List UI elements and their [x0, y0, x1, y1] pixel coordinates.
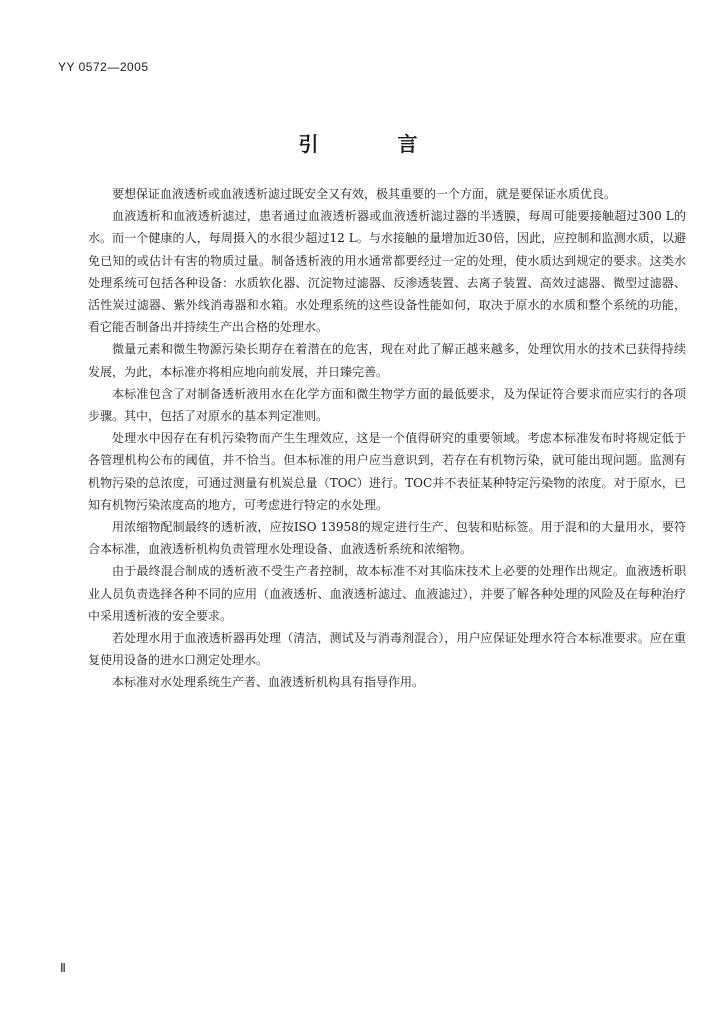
paragraph: 用浓缩物配制最终的透析液，应按ISO 13958的规定进行生产、包装和贴标签。用于混和的大量用水，要符合本标准，血液透析机构负责管理水处理设备、血液透析系统和浓缩物。 — [88, 520, 686, 557]
paragraph: 血液透析和血液透析滤过，患者通过血液透析器或血液透析滤过器的半透膜，每周可能要接触超过300 L的水。而一个健康的人，每周摄入的水很少超过12 L。与水接触的量增加近30倍，因此，应控制和监测水质，以避免已知的或估计有害的物质过量。制备透析液的用水通常都要经过一定的处理，使水质达到规定的要求。这类水处理系统可包括各种设备：水质软化器、沉淀物过滤器、反渗透装置、去离子装置、高效过滤器、微型过滤器、活性炭过滤器、紫外线消毒器和水箱。水处理系统的这些设备性能如何，取决于原水的水质和整个系统的功能，看它能否制备出并持续生产出合格的处理水。 — [88, 209, 686, 335]
paragraph: 本标准包含了对制备透析液用水在化学方面和微生物学方面的最低要求，及为保证符合要求而应实行的各项步骤。其中，包括了对原水的基本判定准则。 — [88, 386, 686, 424]
paragraph: 要想保证血液透析或血液透析滤过既安全又有效，极其重要的一个方面，就是要保证水质优良。 — [112, 187, 617, 201]
paragraph: 本标准对水处理系统生产者、血液透析机构具有指导作用。 — [112, 675, 425, 690]
standard-code: YY 0572—2005 — [58, 60, 149, 74]
paragraph: 由于最终混合制成的透析液不受生产者控制，故本标准不对其临床技术上必要的处理作出规定。血液透析职业人员负责选择各种不同的应用（血液透析、血液透析滤过、血液滤过），并要了解各种处理的风险及在每种治疗中采用透析液的安全要求。 — [88, 564, 686, 623]
page-number: Ⅱ — [60, 961, 66, 975]
page-title: 引 言 — [298, 132, 454, 156]
paragraph: 微量元素和微生物源污染长期存在着潜在的危害，现在对此了解正越来越多，处理饮用水的技术已获得持续发展，为此，本标准亦将相应地向前发展，并日臻完善。 — [88, 342, 686, 379]
paragraph: 处理水中因存在有机污染物而产生生理效应，这是一个值得研究的重要领域。考虑本标准发布时将规定低于各管理机构公布的阈值，并不恰当。但本标准的用户应当意识到，若存在有机物污染，就可能出现问题。监测有机物污染的总浓度，可通过测量有机炭总量（TOC）进行。TOC并不表征某种特定污染物的浓度。对于原水，已知有机物污染浓度高的地方，可考虑进行特定的水处理。 — [88, 431, 686, 512]
document-body — [88, 183, 686, 694]
paragraph: 若处理水用于血液透析器再处理（清洁，测试及与消毒剂混合），用户应保证处理水符合本标准要求。应在重复使用设备的进水口测定处理水。 — [88, 631, 686, 668]
